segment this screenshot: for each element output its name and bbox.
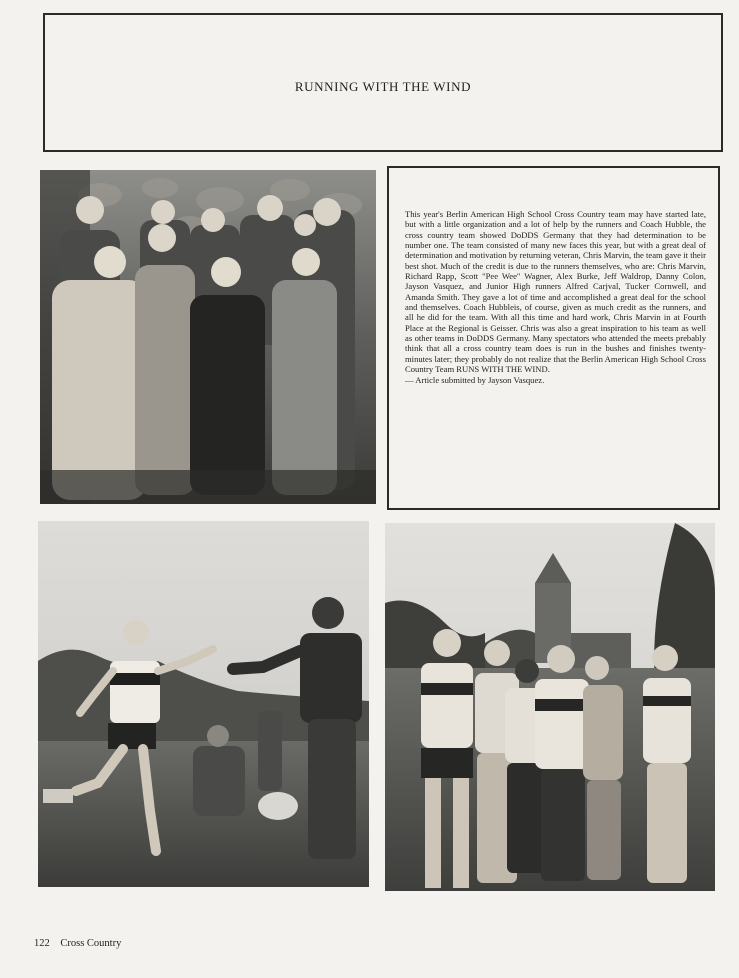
runners-group-photo xyxy=(385,523,715,891)
handoff-photo xyxy=(38,521,369,887)
article-text xyxy=(405,209,706,385)
page-footer xyxy=(34,938,121,949)
page-number: 122 xyxy=(34,938,50,949)
team-photo xyxy=(40,170,376,504)
article-body: This year's Berlin American High School Cross Country team may have started late, but with a little organization and a lot of help by the runners and Coach Hubble, the cross country team showed DoDDS Germany that they had determination to be number one. The team consisted of many new faces this year, but with a great deal of determination and motivation by returning veteran, Chris Marvin, the team gave it their best shot. Much of the credit is due to the runners themselves, who are: Chris Marvin, Richard Rapp, Scott "Pee Wee" Wagner, Alex Burke, Jeff Waldrop, Danny Colon, Jayson Vasquez, and Junior High runners Alfred Carjval, Tucker Cornwell, and Amanda Smith. They gave a lot of time and accomplished a great deal for the school and themselves. Coach Hubbleis, of course, given as much credit as the runners, and all he did for the team. With all this time and hard work, Chris Marvin in at Fourth Place at the Regional is Geisser. Chris was also a great inspiration to his team as well as other teams in DoDDS Germany. Many spectators who attended the meets prebably think that all a cross country team does is run in the bushes and finishes twenty-minutes later; they probably do not realize that the Berlin American High School Cross Country Team RUNS WITH THE WIND. xyxy=(405,209,706,375)
article-box xyxy=(387,166,720,510)
title-box xyxy=(43,13,723,152)
page-title: RUNNING WITH THE WIND xyxy=(294,78,472,94)
article-credit: — Article submitted by Jayson Vasquez. xyxy=(405,374,545,385)
section-name: Cross Country xyxy=(60,938,122,949)
